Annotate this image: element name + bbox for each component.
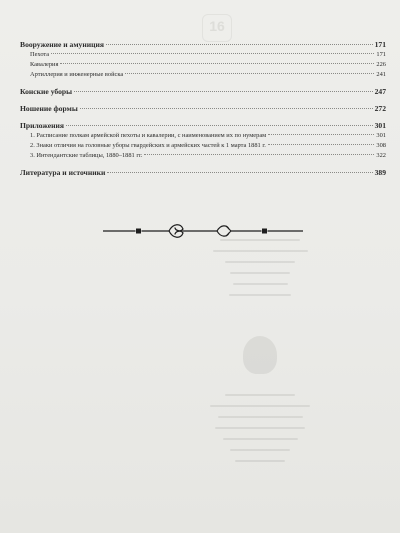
- toc-page-number: 301: [376, 132, 386, 139]
- toc-page-number: 226: [376, 61, 386, 68]
- leader-dots: [144, 154, 374, 155]
- toc-item-title: Кавалерия: [30, 61, 59, 68]
- toc-item-title: 1. Расписание полкам армейской пехоты и кавалерии, с наименованием их по нумерам: [30, 132, 267, 139]
- toc-section-title: Литература и источники: [20, 168, 106, 177]
- toc-item: [20, 61, 386, 71]
- toc-page-number: 389: [374, 168, 386, 177]
- leader-dots: [107, 172, 372, 173]
- toc-item-title: 2. Знаки отличия на головные уборы гвардейских и армейских частей к 1 марта 1881 г.: [30, 142, 266, 149]
- toc-page-number: 171: [374, 40, 386, 49]
- toc-section-literature: [20, 168, 386, 179]
- table-of-contents: [20, 40, 386, 179]
- publisher-logo-icon: [243, 336, 277, 374]
- badge-label: 16: [209, 18, 225, 34]
- leader-dots: [106, 44, 373, 45]
- leader-dots: [74, 91, 373, 92]
- toc-section-title: Конские уборы: [20, 87, 73, 96]
- toc-section-title: Ношение формы: [20, 104, 78, 113]
- toc-page-number: 308: [376, 142, 386, 149]
- leader-dots: [268, 144, 375, 145]
- show-through-colophon: [200, 230, 320, 520]
- toc-item: [20, 132, 386, 142]
- toc-item: [20, 51, 386, 61]
- toc-item-title: 3. Интендантские таблицы, 1880–1881 гг.: [30, 152, 143, 159]
- toc-item: [20, 71, 386, 81]
- leader-dots: [60, 63, 374, 64]
- toc-page-number: 241: [376, 71, 386, 78]
- leader-dots: [80, 108, 373, 109]
- toc-page-number: 272: [374, 104, 386, 113]
- toc-page-number: 247: [374, 87, 386, 96]
- leader-dots: [66, 125, 373, 126]
- page-badge: [202, 14, 232, 42]
- toc-page-number: 301: [374, 121, 386, 130]
- toc-page-number: 322: [376, 152, 386, 159]
- toc-page-number: 171: [376, 51, 386, 58]
- toc-item: [20, 142, 386, 152]
- leader-dots: [51, 53, 374, 54]
- toc-section-horse: [20, 87, 386, 98]
- leader-dots: [268, 134, 374, 135]
- toc-section-arms: [20, 40, 386, 51]
- toc-item-title: Артиллерия и инженерные войска: [30, 71, 124, 78]
- toc-section-appendix: [20, 121, 386, 132]
- toc-section-wearing: [20, 104, 386, 115]
- toc-section-title: Вооружение и амуниция: [20, 40, 104, 49]
- toc-section-title: Приложения: [20, 121, 65, 130]
- leader-dots: [125, 73, 374, 74]
- toc-item: [20, 152, 386, 162]
- toc-item-title: Пехота: [30, 51, 50, 58]
